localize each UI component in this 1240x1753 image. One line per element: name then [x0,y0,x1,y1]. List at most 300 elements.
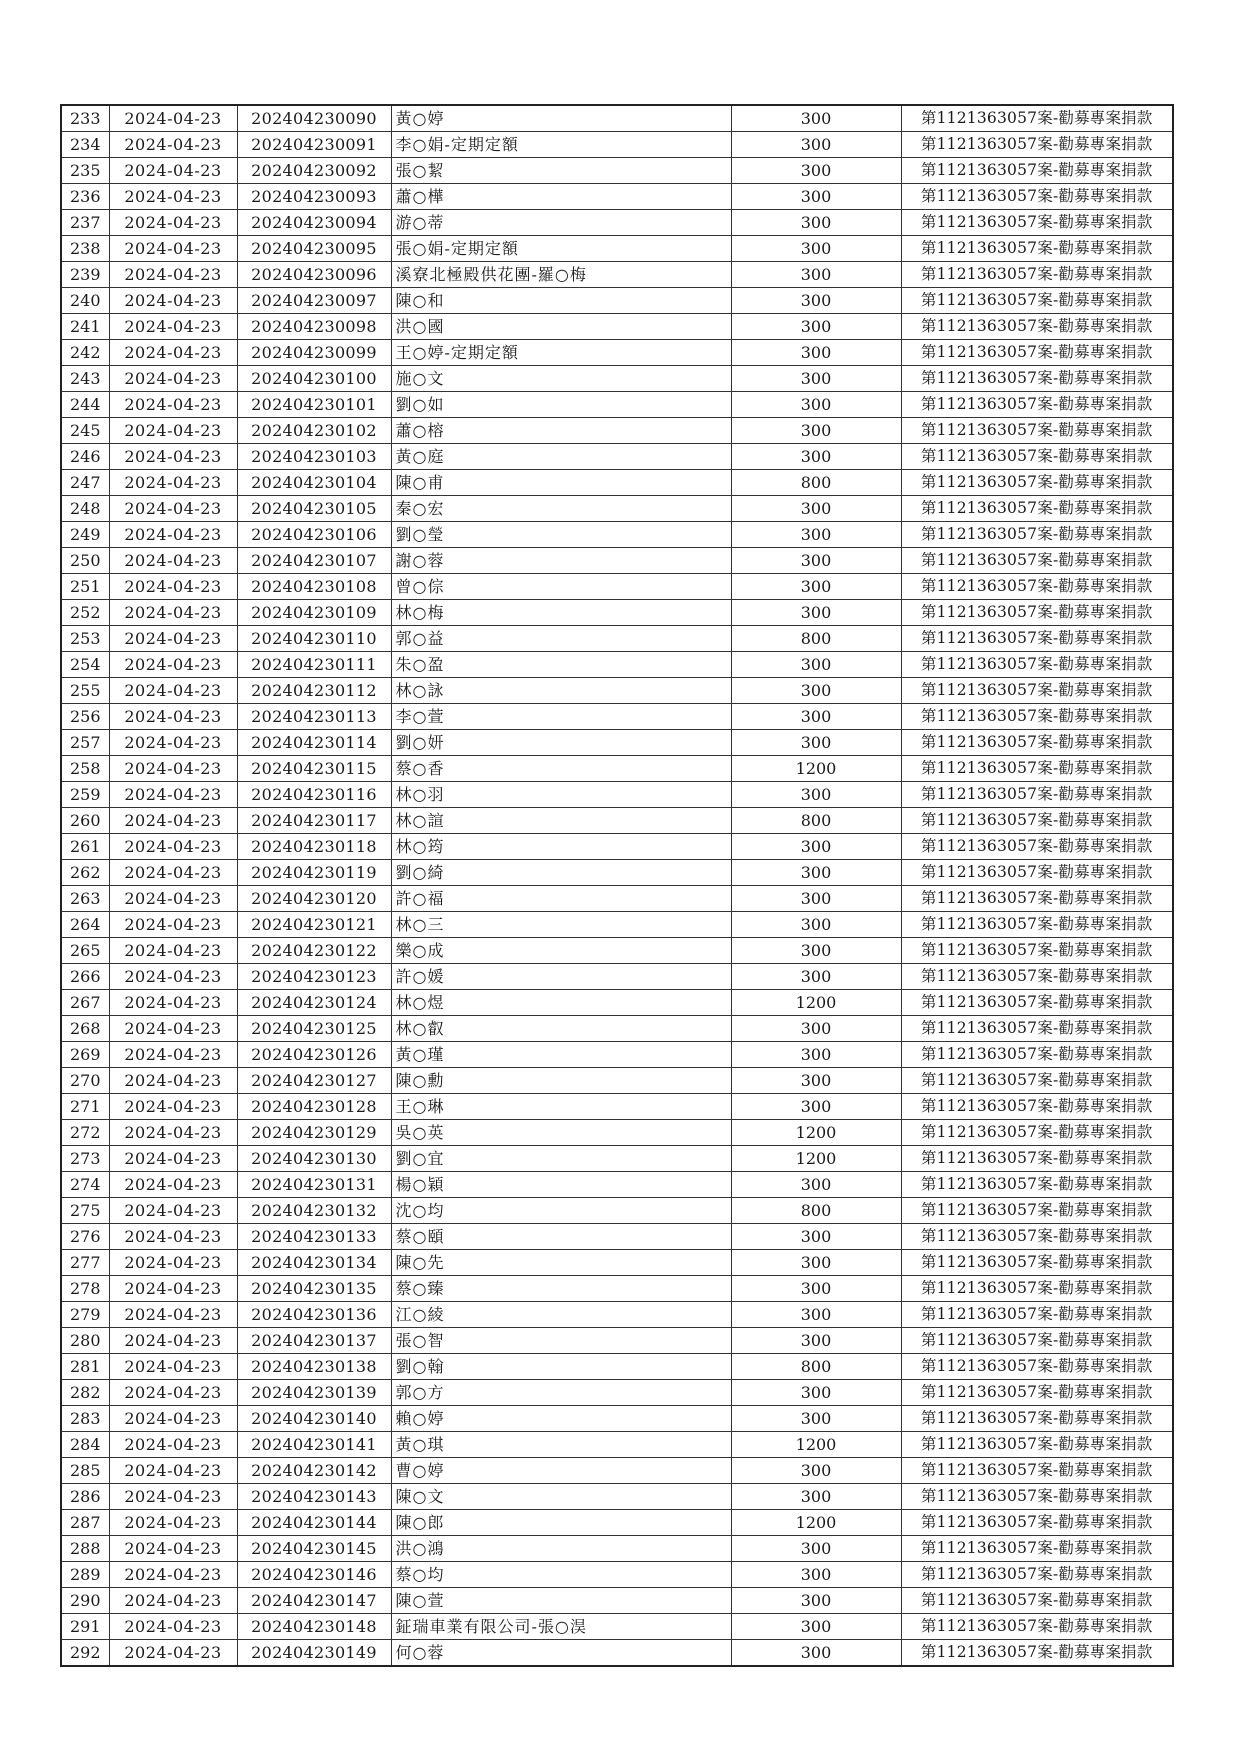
table-row [61,1224,1173,1250]
donation-amount: 1200 [731,756,901,782]
donation-amount: 300 [731,964,901,990]
donation-amount: 300 [731,1536,901,1562]
donation-note: 第1121363057案-勸募專案捐款 [901,756,1173,782]
table-row [61,1094,1173,1120]
table-row [61,1432,1173,1458]
donation-amount: 300 [731,652,901,678]
donation-note: 第1121363057案-勸募專案捐款 [901,860,1173,886]
donation-date: 2024-04-23 [109,158,237,184]
donation-date: 2024-04-23 [109,1042,237,1068]
donor-name: 何○蓉 [391,1640,731,1667]
row-number: 288 [61,1536,109,1562]
receipt-number: 202404230109 [237,600,391,626]
donor-name: 林○筠 [391,834,731,860]
donation-date: 2024-04-23 [109,756,237,782]
receipt-number: 202404230145 [237,1536,391,1562]
donor-name: 曾○倧 [391,574,731,600]
donation-note: 第1121363057案-勸募專案捐款 [901,730,1173,756]
receipt-number: 202404230143 [237,1484,391,1510]
donation-date: 2024-04-23 [109,938,237,964]
donation-date: 2024-04-23 [109,886,237,912]
donor-name: 林○梅 [391,600,731,626]
donor-name: 林○煜 [391,990,731,1016]
donation-note: 第1121363057案-勸募專案捐款 [901,158,1173,184]
row-number: 235 [61,158,109,184]
donation-date: 2024-04-23 [109,1068,237,1094]
donation-amount: 800 [731,470,901,496]
donation-note: 第1121363057案-勸募專案捐款 [901,392,1173,418]
donation-date: 2024-04-23 [109,444,237,470]
row-number: 274 [61,1172,109,1198]
donation-note: 第1121363057案-勸募專案捐款 [901,1588,1173,1614]
donation-amount: 300 [731,262,901,288]
donation-note: 第1121363057案-勸募專案捐款 [901,1198,1173,1224]
row-number: 252 [61,600,109,626]
donation-amount: 300 [731,1328,901,1354]
row-number: 255 [61,678,109,704]
donor-name: 游○蒂 [391,210,731,236]
donation-date: 2024-04-23 [109,1484,237,1510]
donation-amount: 1200 [731,990,901,1016]
table-row [61,1172,1173,1198]
donor-name: 林○諠 [391,808,731,834]
donor-name: 李○萱 [391,704,731,730]
receipt-number: 202404230112 [237,678,391,704]
donation-amount: 1200 [731,1146,901,1172]
donor-name: 劉○瑩 [391,522,731,548]
table-row [61,1510,1173,1536]
donation-amount: 300 [731,678,901,704]
donor-name: 洪○國 [391,314,731,340]
donation-amount: 300 [731,1016,901,1042]
donation-amount: 300 [731,418,901,444]
table-row [61,1588,1173,1614]
donation-date: 2024-04-23 [109,1380,237,1406]
donor-name: 黃○庭 [391,444,731,470]
table-row [61,236,1173,262]
receipt-number: 202404230142 [237,1458,391,1484]
receipt-number: 202404230127 [237,1068,391,1094]
donation-amount: 300 [731,496,901,522]
donor-name: 蔡○均 [391,1562,731,1588]
donation-amount: 800 [731,1354,901,1380]
donor-name: 鉦瑞車業有限公司-張○淏 [391,1614,731,1640]
table-row [61,834,1173,860]
receipt-number: 202404230111 [237,652,391,678]
donor-name: 黃○婷 [391,105,731,132]
donor-name: 蔡○香 [391,756,731,782]
table-row [61,210,1173,236]
receipt-number: 202404230128 [237,1094,391,1120]
row-number: 265 [61,938,109,964]
receipt-number: 202404230113 [237,704,391,730]
receipt-number: 202404230144 [237,1510,391,1536]
donation-date: 2024-04-23 [109,522,237,548]
table-row [61,938,1173,964]
donation-amount: 300 [731,1276,901,1302]
row-number: 284 [61,1432,109,1458]
donation-date: 2024-04-23 [109,1250,237,1276]
donation-amount: 300 [731,132,901,158]
donor-name: 郭○益 [391,626,731,652]
table-row [61,860,1173,886]
donation-amount: 300 [731,1042,901,1068]
donation-date: 2024-04-23 [109,1094,237,1120]
table-row [61,1380,1173,1406]
donation-amount: 300 [731,158,901,184]
table-row [61,1562,1173,1588]
donor-name: 郭○方 [391,1380,731,1406]
table-row [61,1276,1173,1302]
donation-date: 2024-04-23 [109,236,237,262]
donor-name: 蕭○樺 [391,184,731,210]
donor-name: 陳○甫 [391,470,731,496]
row-number: 272 [61,1120,109,1146]
donation-note: 第1121363057案-勸募專案捐款 [901,418,1173,444]
donation-amount: 300 [731,184,901,210]
donation-date: 2024-04-23 [109,626,237,652]
row-number: 269 [61,1042,109,1068]
donor-name: 林○詠 [391,678,731,704]
donation-date: 2024-04-23 [109,1510,237,1536]
table-row [61,964,1173,990]
donation-date: 2024-04-23 [109,1640,237,1667]
row-number: 270 [61,1068,109,1094]
row-number: 262 [61,860,109,886]
donation-date: 2024-04-23 [109,392,237,418]
donation-amount: 1200 [731,1432,901,1458]
receipt-number: 202404230102 [237,418,391,444]
donation-note: 第1121363057案-勸募專案捐款 [901,1432,1173,1458]
donor-name: 秦○宏 [391,496,731,522]
donation-date: 2024-04-23 [109,262,237,288]
receipt-number: 202404230129 [237,1120,391,1146]
donation-date: 2024-04-23 [109,990,237,1016]
receipt-number: 202404230092 [237,158,391,184]
row-number: 282 [61,1380,109,1406]
row-number: 283 [61,1406,109,1432]
receipt-number: 202404230134 [237,1250,391,1276]
row-number: 266 [61,964,109,990]
donor-name: 劉○宜 [391,1146,731,1172]
donation-note: 第1121363057案-勸募專案捐款 [901,1120,1173,1146]
receipt-number: 202404230098 [237,314,391,340]
receipt-number: 202404230130 [237,1146,391,1172]
row-number: 241 [61,314,109,340]
donation-date: 2024-04-23 [109,964,237,990]
row-number: 289 [61,1562,109,1588]
donor-name: 張○智 [391,1328,731,1354]
receipt-number: 202404230110 [237,626,391,652]
row-number: 248 [61,496,109,522]
donation-note: 第1121363057案-勸募專案捐款 [901,1224,1173,1250]
receipt-number: 202404230108 [237,574,391,600]
donation-date: 2024-04-23 [109,912,237,938]
donation-note: 第1121363057案-勸募專案捐款 [901,1146,1173,1172]
donation-amount: 300 [731,782,901,808]
receipt-number: 202404230139 [237,1380,391,1406]
donation-amount: 300 [731,886,901,912]
donation-note: 第1121363057案-勸募專案捐款 [901,1562,1173,1588]
receipt-number: 202404230140 [237,1406,391,1432]
table-row [61,470,1173,496]
donation-amount: 300 [731,522,901,548]
donation-note: 第1121363057案-勸募專案捐款 [901,574,1173,600]
donor-name: 楊○穎 [391,1172,731,1198]
donation-note: 第1121363057案-勸募專案捐款 [901,964,1173,990]
row-number: 236 [61,184,109,210]
donation-note: 第1121363057案-勸募專案捐款 [901,470,1173,496]
row-number: 267 [61,990,109,1016]
receipt-number: 202404230123 [237,964,391,990]
row-number: 279 [61,1302,109,1328]
table-row [61,678,1173,704]
donor-name: 施○文 [391,366,731,392]
donor-name: 王○婷-定期定額 [391,340,731,366]
donation-amount: 300 [731,210,901,236]
receipt-number: 202404230106 [237,522,391,548]
table-row [61,808,1173,834]
donor-name: 陳○郎 [391,1510,731,1536]
donation-note: 第1121363057案-勸募專案捐款 [901,132,1173,158]
donation-amount: 300 [731,105,901,132]
table-row [61,886,1173,912]
donation-note: 第1121363057案-勸募專案捐款 [901,236,1173,262]
donation-date: 2024-04-23 [109,1588,237,1614]
row-number: 258 [61,756,109,782]
donation-note: 第1121363057案-勸募專案捐款 [901,1016,1173,1042]
donation-amount: 300 [731,444,901,470]
donation-amount: 300 [731,1224,901,1250]
donation-date: 2024-04-23 [109,184,237,210]
table-row [61,158,1173,184]
donation-amount: 300 [731,236,901,262]
receipt-number: 202404230090 [237,105,391,132]
row-number: 243 [61,366,109,392]
donation-note: 第1121363057案-勸募專案捐款 [901,1094,1173,1120]
donor-name: 陳○萱 [391,1588,731,1614]
donation-note: 第1121363057案-勸募專案捐款 [901,314,1173,340]
donation-amount: 300 [731,340,901,366]
row-number: 237 [61,210,109,236]
donation-amount: 800 [731,808,901,834]
donor-name: 許○媛 [391,964,731,990]
donation-amount: 300 [731,834,901,860]
donation-date: 2024-04-23 [109,1198,237,1224]
table-row [61,1354,1173,1380]
donor-name: 蔡○臻 [391,1276,731,1302]
receipt-number: 202404230114 [237,730,391,756]
row-number: 287 [61,1510,109,1536]
donation-note: 第1121363057案-勸募專案捐款 [901,938,1173,964]
donation-note: 第1121363057案-勸募專案捐款 [901,105,1173,132]
donation-amount: 300 [731,392,901,418]
donation-note: 第1121363057案-勸募專案捐款 [901,652,1173,678]
table-row [61,1250,1173,1276]
donation-date: 2024-04-23 [109,366,237,392]
receipt-number: 202404230091 [237,132,391,158]
donation-amount: 300 [731,574,901,600]
donation-note: 第1121363057案-勸募專案捐款 [901,782,1173,808]
table-row [61,704,1173,730]
donor-name: 江○綾 [391,1302,731,1328]
donation-amount: 300 [731,1094,901,1120]
donor-name: 劉○如 [391,392,731,418]
donation-amount: 300 [731,1614,901,1640]
donation-note: 第1121363057案-勸募專案捐款 [901,210,1173,236]
row-number: 253 [61,626,109,652]
donation-date: 2024-04-23 [109,470,237,496]
row-number: 286 [61,1484,109,1510]
receipt-number: 202404230146 [237,1562,391,1588]
row-number: 277 [61,1250,109,1276]
donation-note: 第1121363057案-勸募專案捐款 [901,1640,1173,1667]
row-number: 276 [61,1224,109,1250]
table-row [61,1068,1173,1094]
table-row [61,392,1173,418]
donation-amount: 300 [731,730,901,756]
receipt-number: 202404230116 [237,782,391,808]
donation-date: 2024-04-23 [109,1432,237,1458]
donation-date: 2024-04-23 [109,496,237,522]
row-number: 278 [61,1276,109,1302]
receipt-number: 202404230101 [237,392,391,418]
donation-amount: 300 [731,1640,901,1667]
donation-amount: 1200 [731,1510,901,1536]
donor-name: 謝○蓉 [391,548,731,574]
row-number: 239 [61,262,109,288]
donation-date: 2024-04-23 [109,1224,237,1250]
donation-note: 第1121363057案-勸募專案捐款 [901,600,1173,626]
donation-amount: 300 [731,1250,901,1276]
donation-date: 2024-04-23 [109,1328,237,1354]
donor-name: 王○琳 [391,1094,731,1120]
receipt-number: 202404230118 [237,834,391,860]
row-number: 257 [61,730,109,756]
donor-name: 李○娟-定期定額 [391,132,731,158]
table-row [61,1458,1173,1484]
donor-name: 溪寮北極殿供花團-羅○梅 [391,262,731,288]
donation-table-body [61,105,1173,1666]
donation-amount: 300 [731,1484,901,1510]
receipt-number: 202404230121 [237,912,391,938]
donation-note: 第1121363057案-勸募專案捐款 [901,1354,1173,1380]
donation-date: 2024-04-23 [109,1172,237,1198]
donation-amount: 300 [731,548,901,574]
row-number: 290 [61,1588,109,1614]
receipt-number: 202404230117 [237,808,391,834]
donor-name: 蕭○榕 [391,418,731,444]
table-row [61,1484,1173,1510]
table-row [61,184,1173,210]
receipt-number: 202404230120 [237,886,391,912]
donation-amount: 300 [731,1068,901,1094]
donation-date: 2024-04-23 [109,340,237,366]
donor-name: 林○羽 [391,782,731,808]
donation-date: 2024-04-23 [109,548,237,574]
receipt-number: 202404230105 [237,496,391,522]
donation-date: 2024-04-23 [109,1120,237,1146]
table-row [61,1042,1173,1068]
donation-date: 2024-04-23 [109,1458,237,1484]
row-number: 256 [61,704,109,730]
donation-amount: 300 [731,366,901,392]
donation-date: 2024-04-23 [109,1614,237,1640]
receipt-number: 202404230136 [237,1302,391,1328]
donation-amount: 300 [731,1562,901,1588]
receipt-number: 202404230107 [237,548,391,574]
donation-note: 第1121363057案-勸募專案捐款 [901,496,1173,522]
receipt-number: 202404230124 [237,990,391,1016]
donation-note: 第1121363057案-勸募專案捐款 [901,808,1173,834]
donation-date: 2024-04-23 [109,1302,237,1328]
table-row [61,1614,1173,1640]
row-number: 271 [61,1094,109,1120]
donation-date: 2024-04-23 [109,808,237,834]
receipt-number: 202404230147 [237,1588,391,1614]
table-row [61,340,1173,366]
row-number: 291 [61,1614,109,1640]
donor-name: 蔡○頤 [391,1224,731,1250]
receipt-number: 202404230115 [237,756,391,782]
donation-date: 2024-04-23 [109,600,237,626]
donation-date: 2024-04-23 [109,314,237,340]
table-row [61,1406,1173,1432]
row-number: 240 [61,288,109,314]
row-number: 261 [61,834,109,860]
donation-note: 第1121363057案-勸募專案捐款 [901,990,1173,1016]
donor-name: 樂○成 [391,938,731,964]
donor-name: 張○娟-定期定額 [391,236,731,262]
table-row [61,522,1173,548]
table-row [61,1120,1173,1146]
donation-note: 第1121363057案-勸募專案捐款 [901,1484,1173,1510]
donation-note: 第1121363057案-勸募專案捐款 [901,886,1173,912]
table-row [61,990,1173,1016]
donor-name: 洪○鴻 [391,1536,731,1562]
donation-date: 2024-04-23 [109,574,237,600]
donation-amount: 300 [731,314,901,340]
donation-date: 2024-04-23 [109,210,237,236]
donation-date: 2024-04-23 [109,730,237,756]
donation-note: 第1121363057案-勸募專案捐款 [901,1276,1173,1302]
donation-note: 第1121363057案-勸募專案捐款 [901,184,1173,210]
donation-date: 2024-04-23 [109,782,237,808]
row-number: 238 [61,236,109,262]
donation-amount: 300 [731,600,901,626]
donation-note: 第1121363057案-勸募專案捐款 [901,1614,1173,1640]
donation-note: 第1121363057案-勸募專案捐款 [901,1250,1173,1276]
table-row [61,1536,1173,1562]
receipt-number: 202404230132 [237,1198,391,1224]
donation-note: 第1121363057案-勸募專案捐款 [901,912,1173,938]
row-number: 246 [61,444,109,470]
donation-note: 第1121363057案-勸募專案捐款 [901,1172,1173,1198]
donor-name: 林○三 [391,912,731,938]
table-row [61,1146,1173,1172]
receipt-number: 202404230100 [237,366,391,392]
donor-name: 吳○英 [391,1120,731,1146]
donation-date: 2024-04-23 [109,1536,237,1562]
donation-date: 2024-04-23 [109,1406,237,1432]
donor-name: 林○叡 [391,1016,731,1042]
receipt-number: 202404230133 [237,1224,391,1250]
donation-note: 第1121363057案-勸募專案捐款 [901,626,1173,652]
donation-date: 2024-04-23 [109,418,237,444]
donation-note: 第1121363057案-勸募專案捐款 [901,262,1173,288]
donor-name: 劉○翰 [391,1354,731,1380]
donation-amount: 300 [731,288,901,314]
